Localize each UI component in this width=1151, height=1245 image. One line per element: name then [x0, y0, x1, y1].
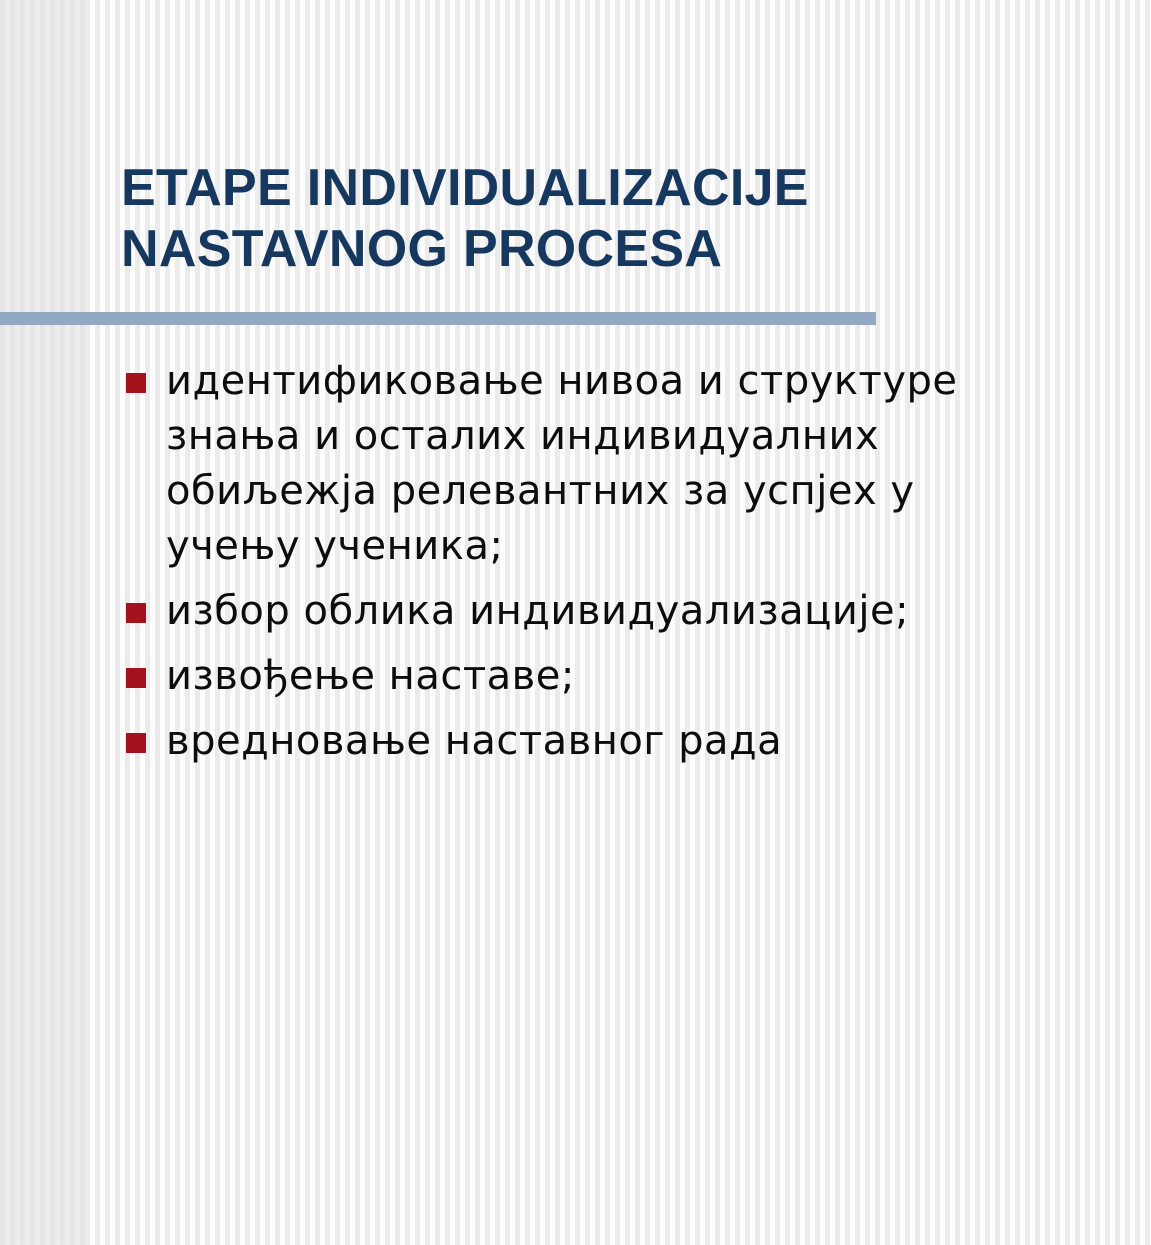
bullet-item-2: [0, 584, 1100, 639]
square-bullet-icon: [126, 603, 146, 623]
bullet-list: [0, 354, 1100, 769]
square-bullet-icon: [126, 733, 146, 753]
slide-title-line-2: NASTAVNOG PROCESA: [121, 220, 723, 278]
slide-title-line-1: ETAPE INDIVIDUALIZACIJE: [121, 159, 809, 217]
bullet-item-4: [0, 714, 1100, 769]
bullet-item-1: [0, 354, 1100, 574]
slide-title: [121, 158, 1101, 280]
bullet-item-3: [0, 649, 1100, 704]
bullet-text-4: вредновање наставног рада: [166, 718, 783, 764]
bullet-text-2: избор облика индивидуализације;: [166, 588, 910, 634]
bullet-text-3: извођење наставе;: [166, 653, 575, 699]
square-bullet-icon: [126, 668, 146, 688]
title-underline-rule: [0, 312, 876, 325]
square-bullet-icon: [126, 373, 146, 393]
bullet-text-1: идентификовање нивоа и структуре знања и осталих индивидуалних обиљежја релевантних за успјех у учењу ученика;: [166, 358, 958, 569]
